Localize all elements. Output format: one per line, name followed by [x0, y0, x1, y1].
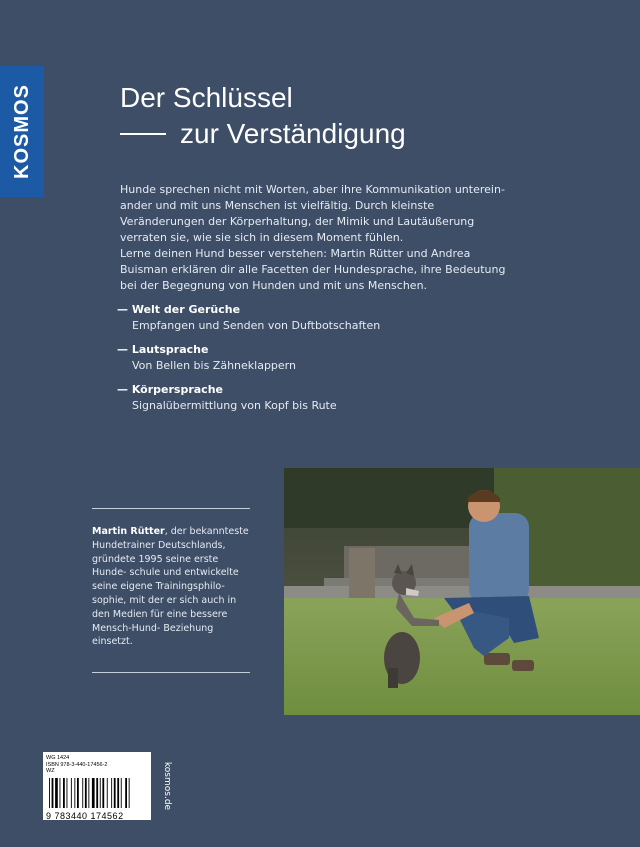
intro-paragraph-2: Lerne deinen Hund besser verstehen: Martin Rütter und Andrea Buisman erklären dir alle Facetten der Hundesprache, ihre Bedeutung bei der Begegnung von Hunden und mit uns Menschen.: [120, 247, 506, 292]
headline-line1: Der Schlüssel: [120, 82, 293, 113]
feature-item: [117, 342, 380, 374]
website-text: kosmos.de: [162, 761, 173, 811]
feature-desc: Signalübermittlung von Kopf bis Rute: [132, 399, 337, 412]
barcode-number: 9 783440 174562: [46, 811, 124, 821]
barcode-info: [43, 752, 151, 775]
barcode-box: [43, 752, 151, 820]
kosmos-logo: [0, 66, 44, 197]
author-bio-text: , der bekannteste Hundetrainer Deutschlands, gründete 1995 seine erste Hunde- schule und entwickelte seine eigene Trainingsphilo- sophie, mit der er sich auch in den Medien für eine bessere Mensch-Hund- Beziehung einsetzt.: [92, 526, 249, 648]
feature-item: [117, 302, 380, 334]
intro-paragraph-1: Hunde sprechen nicht mit Worten, aber ihre Kommunikation unterein- ander und mit uns Menschen ist vielfältig. Durch kleinste Veränderungen der Körperhaltung, der Mimik und Lautäußerung verraten sie, wie sie sich in diesem Moment fühlen.: [120, 183, 505, 244]
barcode-bars: [47, 778, 147, 812]
bio-top-divider: [92, 508, 250, 509]
intro-text: [120, 182, 520, 294]
feature-title: — Körpersprache: [117, 383, 223, 396]
feature-title: — Lautsprache: [117, 343, 209, 356]
headline-line2-row: [120, 116, 406, 152]
feature-title: — Welt der Gerüche: [117, 303, 241, 316]
logo-text: KOSMOS: [10, 84, 33, 179]
feature-list: [117, 302, 380, 422]
feature-desc: Von Bellen bis Zähneklappern: [132, 359, 296, 372]
barcode-isbn: ISBN 978-3-440-17456-2: [46, 761, 108, 768]
trainer-with-dog-photo: [284, 468, 640, 715]
bio-bottom-divider: [92, 672, 250, 673]
photo-illustration: [284, 468, 640, 715]
author-name: Martin Rütter: [92, 526, 165, 537]
barcode-code: WZ: [46, 768, 55, 774]
website-label: [160, 752, 174, 820]
feature-item: [117, 382, 380, 414]
headline-line2: zur Verständigung: [180, 118, 406, 149]
barcode-wg: WG 1424: [46, 755, 70, 761]
headline: [120, 80, 406, 152]
feature-desc: Empfangen und Senden von Duftbotschaften: [132, 319, 381, 332]
author-bio: [92, 525, 252, 649]
headline-dash: [120, 133, 166, 135]
